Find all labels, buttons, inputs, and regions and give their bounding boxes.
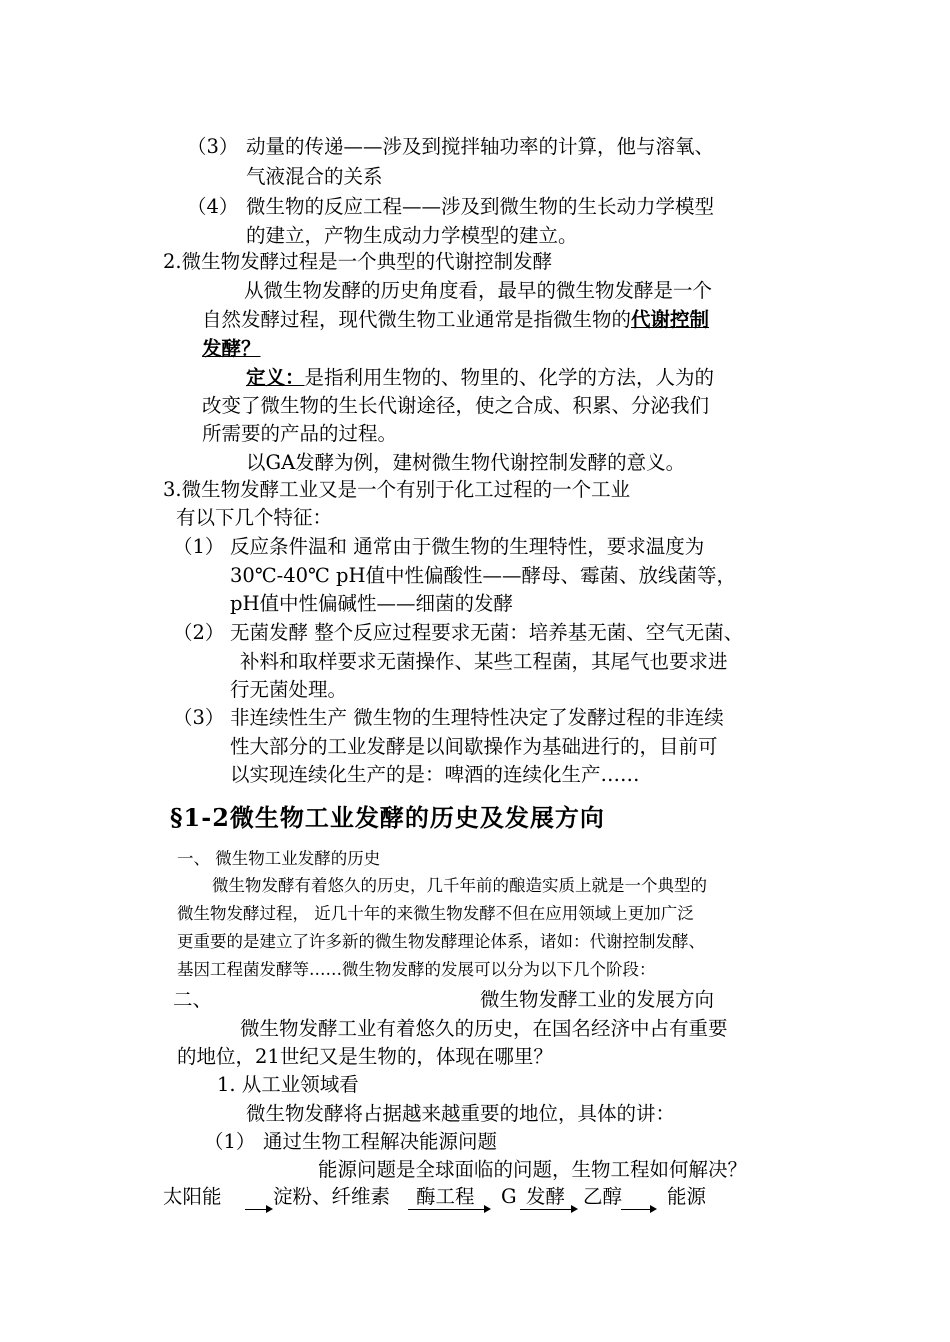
item-number: （2） [173,621,225,644]
paragraph-line: 能源问题是全球面临的问题，生物工程如何解决？ [318,1158,748,1181]
paragraph-line: 改变了微生物的生长代谢途径，使之合成、积累、分泌我们 [202,394,710,417]
paragraph-line: 微生物发酵将占据越来越重要的地位，具体的讲： [246,1102,676,1125]
flow-node: 乙醇 [583,1185,623,1208]
paragraph-line: 通过生物工程解决能源问题 [263,1130,498,1153]
item-number: （1） [204,1130,256,1153]
paragraph-line: 的建立，产物生成动力学模型的建立。 [246,224,578,247]
page-title: §1-2微生物工业发酵的历史及发展方向 [170,803,605,832]
paragraph-line: 动量的传递——涉及到搅拌轴功率的计算，他与溶氧、 [246,135,715,158]
paragraph-line: 以GA发酵为例，建树微生物代谢控制发酵的意义。 [246,451,686,474]
paragraph-line: 以实现连续化生产的是：啤酒的连续化生产…… [230,763,640,786]
list-item: 1. 从工业领域看 [217,1073,359,1096]
flow-node: 淀粉、纤维素 [273,1185,391,1208]
paragraph-line: 所需要的产品的过程。 [202,422,398,445]
energy-flow [0,1184,950,1224]
paragraph-line: 反应条件温和 通常由于微生物的生理特性，要求温度为 [230,535,705,558]
text-run: 是指利用生物的、物里的、化学的方法，人为的 [304,366,715,389]
item-number: （3） [187,135,239,158]
text-run: 自然发酵过程，现代微生物工业通常是指微生物的 [202,308,632,331]
paragraph-line: 的地位，21世纪又是生物的，体现在哪里？ [177,1045,553,1068]
flow-node: G [501,1185,517,1208]
subsection-number: 二、 [173,988,213,1011]
paragraph-line: 气液混合的关系 [246,165,383,188]
item-number: （1） [173,535,225,558]
flow-node: 能源 [667,1185,707,1208]
paragraph-line: pH值中性偏碱性——细菌的发酵 [230,592,513,615]
subsection-heading: 一、 微生物工业发酵的历史 [177,849,381,868]
definition-label: 定义： [246,366,305,389]
emphasis-text: 发酵？ [202,337,261,360]
flow-label: 发酵 [526,1185,566,1208]
paragraph-line: 微生物发酵工业有着悠久的历史，在国名经济中占有重要 [240,1017,728,1040]
flow-node: 太阳能 [163,1185,222,1208]
paragraph-line [246,365,714,391]
section-heading: 3.微生物发酵工业又是一个有别于化工过程的一个工业 [163,478,631,501]
flow-label: 酶工程 [416,1185,475,1208]
arrow-icon [621,1209,655,1210]
emphasis-text: 代谢控制 [631,308,710,331]
paragraph-line: 基因工程菌发酵等……微生物发酵的发展可以分为以下几个阶段： [177,960,656,979]
paragraph-line [202,307,709,333]
paragraph-line: 无菌发酵 整个反应过程要求无菌：培养基无菌、空气无菌、 [230,621,744,644]
item-number: （4） [187,195,239,218]
paragraph-line: 微生物发酵有着悠久的历史，几千年前的酿造实质上就是一个典型的 [212,876,707,895]
paragraph-line: 补料和取样要求无菌操作、某些工程菌，其尾气也要求进 [240,650,728,673]
section-heading: 2.微生物发酵过程是一个典型的代谢控制发酵 [163,250,553,273]
paragraph-line: 微生物的反应工程——涉及到微生物的生长动力学模型 [246,195,715,218]
paragraph-line: 性大部分的工业发酵是以间歇操作为基础进行的，目前可 [230,735,718,758]
paragraph-line: 非连续性生产 微生物的生理特性决定了发酵过程的非连续 [230,706,724,729]
paragraph-line: 从微生物发酵的历史角度看，最早的微生物发酵是一个 [244,279,713,302]
paragraph-line: 更重要的是建立了许多新的微生物发酵理论体系，诸如：代谢控制发酵、 [177,932,705,951]
paragraph-line: 30℃-40℃ pH值中性偏酸性——酵母、霉菌、放线菌等， [230,564,737,587]
paragraph-line: 有以下几个特征： [176,506,333,529]
paragraph-line: 行无菌处理。 [230,678,348,701]
paragraph-line: 微生物发酵过程， 近几十年的来微生物发酵不但在应用领域上更加广泛 [177,904,694,923]
item-number: （3） [173,706,225,729]
arrow-icon [245,1209,271,1210]
subsection-heading: 微生物发酵工业的发展方向 [480,988,715,1011]
